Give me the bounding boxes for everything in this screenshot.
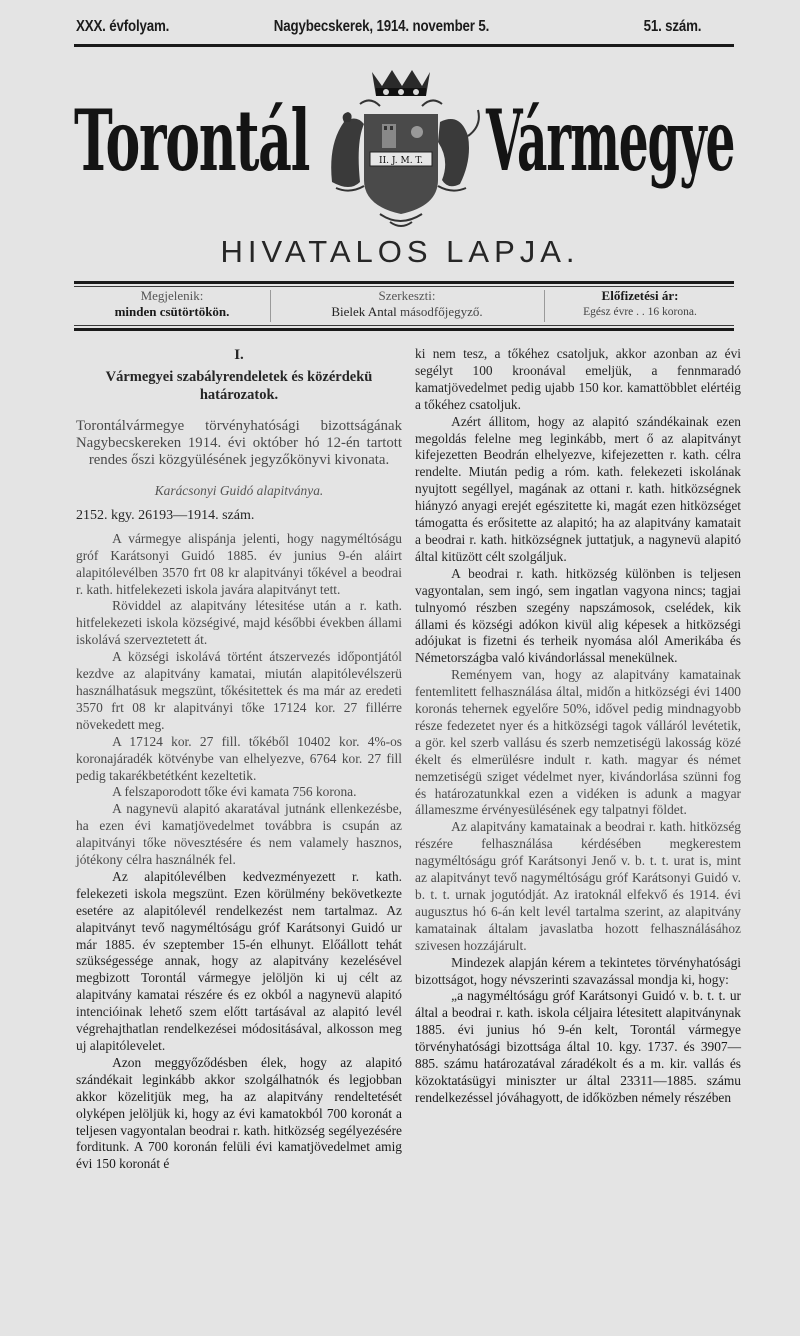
paragraph: ki nem tesz, a tőkéhez csatoljuk, akkor azonban az évi segélyt 100 kroonával emeljük, a fennmaradó kamatjövedelmet pedig ujabb 150 kor. kamattöbblet elértéig a tőkéhez csatoljuk. bbox=[415, 346, 741, 412]
info-divider bbox=[544, 290, 545, 322]
volume-label: XXX. évfolyam. bbox=[76, 18, 170, 35]
paragraph: „a nagyméltóságu gróf Karátsonyi Guidó v. b. t. t. ur által a beodrai r. kath. iskola céljaira létesitett alapitványnak 1885. évi junius hó 9-én kelt, Torontál vármegye törvényhatósági bizottsága által 10. kgy. 1737. és 3907—885. számu határozatával záradékolt és a m. kir. vallás és közoktatásügyi miniszter ur által 23311—1885. számu rendelkezéssel jóváhagyott, de időközben némely részében bbox=[415, 988, 741, 1105]
info-divider bbox=[270, 290, 271, 322]
issue-bar bbox=[76, 18, 702, 40]
masthead-title-right: Vármegye bbox=[486, 91, 735, 190]
section-number: I. bbox=[234, 347, 244, 363]
paragraph: A felszaporodott tőke évi kamata 756 korona. bbox=[112, 784, 357, 800]
editor-role: másodfőjegyző. bbox=[399, 304, 483, 319]
issue-number: 51. szám. bbox=[643, 18, 702, 35]
article-subject: Karácsonyi Guidó alapitványa. bbox=[154, 483, 324, 498]
paragraph: Az alapitólevélben kedvezményezett r. kath. felekezeti iskola megszünt. Ezen körülmény bekövetkezte esetére az alapitólevél rendelkezést nem tartalmaz. Az alapitványt tevő nagyméltóságu gróf Karátsonyi Guidó ur már 1885. év szeptember 15-én elhunyt. Előállott tehát szükségessége annak, hogy az alapitvány kezelésével megbizott Torontál vármegye jelöljön ki uj célt az alapitvány kamatai részére és ez okból a nagynevü alapitó intencióinak lehető szem előtt tartásával az alapitó levél végrehajthatlan rendelkezései módositásával, alkosson meg uj alapitólevelet. bbox=[76, 868, 402, 1053]
info-bottom-rule bbox=[74, 328, 734, 331]
publication-value: minden csütörtökön. bbox=[114, 304, 230, 319]
coat-of-arms-icon bbox=[310, 64, 490, 234]
paragraph: A 17124 kor. 27 fill. tőkéből 10402 kor. 4%-os koronajáradék kötvénybe van elhelyezve, 6764 kor. 27 fill pedig takarékbetétként kezeltetik. bbox=[76, 733, 402, 783]
info-top-rule-thin bbox=[74, 286, 734, 287]
publication-schedule bbox=[76, 288, 268, 324]
issue-rule bbox=[74, 44, 734, 47]
paragraph: Az alapitvány kamatainak a beodrai r. kath. hitközség részére felhasználása kérdésében megkerestem nagyméltóságu gróf Karátsonyi Jenő v. b. t. t. urat is, mint az alapitványt tevő nagyméltóságu gróf Karátsonyi Guidó v. b. t. t. urnak jogutódját. Az iratoknál elfekvő és 1914. évi augusztus hó 6-án kelt levél tartalma szerint, az alapitvány kamatainak általam javaslatba hozott felhasználásához szivesen hozzájárult. bbox=[415, 819, 741, 953]
article-column-right bbox=[415, 346, 741, 1107]
paragraph: A beodrai r. kath. hitközség különben is teljesen vagyontalan, sem ingó, sem ingatlan vagyona nincs; tagjai tulnyomó részben szegény napszámosok, cselédek, kik állami és községi adókon kivül alig képesek a hitközségi adójukat is fizetni és terheik nyomása alól Amerikába és Németországba való kivándorlással menekülnek. bbox=[415, 565, 741, 666]
paragraph: Reményem van, hogy az alapitvány kamatainak fentemlitett felhasználása által, midőn a hitközségi évi 1400 koronás tehernek egyelőre 50%, idővel pedig mindnagyobb része fedezetet nyer és a hitközségi tagok válláról levétetik, a gör. kel szerb vallásu és szerb nemzetiségü lakosság közé ékelt és elmerülésre indult r. kath. magyar és német nemzetiségü sziget védelmet nyer, kivándorlása szünni fog és határozatunkkal ezen a vidéken is adunk a magyar állameszme érvényesülésének egy talpatnyi földet. bbox=[415, 667, 741, 818]
paragraph: Azért állitom, hogy az alapitó szándékainak ezen megoldás felelne meg leginkább, mert ő az alapitványt kifejezetten Beodrán elhelyezve, kifejezetten r. kath. célra rendelte. Miután pedig a róm. kath. felekezeti iskolának nyujtott segéllyel, magának az ottani r. kath. hitközségnek hiányzó anyagi erejét egészitette ki, magát ezen hitközséget támogatta és erősitette az alapitó; ha az alapitvány kamatait a beodrai r. kath. hitközségnek juttatjuk, a nagynevü alapitó által kitüzött célt szolgáljuk. bbox=[415, 413, 741, 564]
paragraph: Röviddel az alapitvány létesitése után a r. kath. hitfelekezeti iskola községivé, majd későbbi években állami iskolává szerveztetett át. bbox=[76, 598, 402, 648]
masthead-title-left: Torontál bbox=[74, 91, 310, 190]
info-bottom-rule-thin bbox=[74, 325, 734, 326]
subscription-label: Előfizetési ár: bbox=[601, 288, 679, 303]
paragraph: Azon meggyőződésben élek, hogy az alapitó szándékait leginkább akkor szolgálhatnók és legjobban akkor közelitjük meg, ha az alapitvány rendeltetését olyképen jelöljük ki, hogy az évi kamatokból 700 koronát a teljesen vagyontalan beodrai r. kath. hitközség segélyezésére forditunk. A 700 koronán felüli évi kamatjövedelmet amig évi 150 koronát é bbox=[76, 1054, 402, 1172]
article-column-left bbox=[76, 346, 402, 1173]
editor-label: Szerkeszti: bbox=[378, 288, 436, 303]
place-date: Nagybecskerek, 1914. november 5. bbox=[273, 18, 490, 35]
publication-label: Megjelenik: bbox=[140, 288, 204, 303]
svg-text:II. J. M. T.: II. J. M. T. bbox=[379, 156, 423, 166]
subscription-value: Egész évre . . 16 korona. bbox=[583, 306, 697, 318]
editor-name: Bielek Antal bbox=[331, 304, 397, 319]
paragraph: A nagynevü alapitó akaratával jutnánk ellenkezésbe, ha ezen évi kamatjövedelmet továbbra is csupán az alapitványi tőke növesztésére és nem valamely hasznos, jótékony célra használnék fel. bbox=[76, 801, 402, 868]
article-lead bbox=[76, 418, 402, 469]
lead-text: Torontálvármegye törvényhatósági bizottságának Nagybecskereken 1914. évi október hó 12-én tartott rendes őszi közgyülésének jegyzőkönyvi kivonata. bbox=[76, 418, 402, 468]
paragraph: A községi iskolává történt átszervezés időpontjától kezdve az alapitvány kamatai, miután alapitólevélszerü használhatásuk megszünt, tőkésitettek és ma már az eredeti 3570 frt 08 kr alapitványi tőke 17124 kor. 27 fillérre növekedett meg. bbox=[76, 649, 402, 732]
masthead-subtitle: HIVATALOS LAPJA. bbox=[220, 234, 580, 269]
subscription-info bbox=[546, 288, 734, 324]
paragraph: A vármegye alispánja jelenti, hogy nagyméltóságu gróf Karátsonyi Guidó 1885. év junius 9-én aláirt alapitólevélben 3570 frt 08 kr alapitványi tőkével a beodrai r. kath. hitfelekezeti iskola javára alapitványt tett. bbox=[76, 530, 402, 597]
section-title: Vármegyei szabályrendeletek és közérdekü határozatok. bbox=[105, 369, 373, 403]
editor-info bbox=[272, 288, 542, 324]
info-top-rule bbox=[74, 281, 734, 284]
paragraph: Mindezek alapján kérem a tekintetes törvényhatósági bizottságot, hogy névszerinti szavazással mondja ki, hogy: bbox=[415, 954, 741, 987]
reference-number: 2152. kgy. 26193—1914. szám. bbox=[76, 507, 255, 523]
